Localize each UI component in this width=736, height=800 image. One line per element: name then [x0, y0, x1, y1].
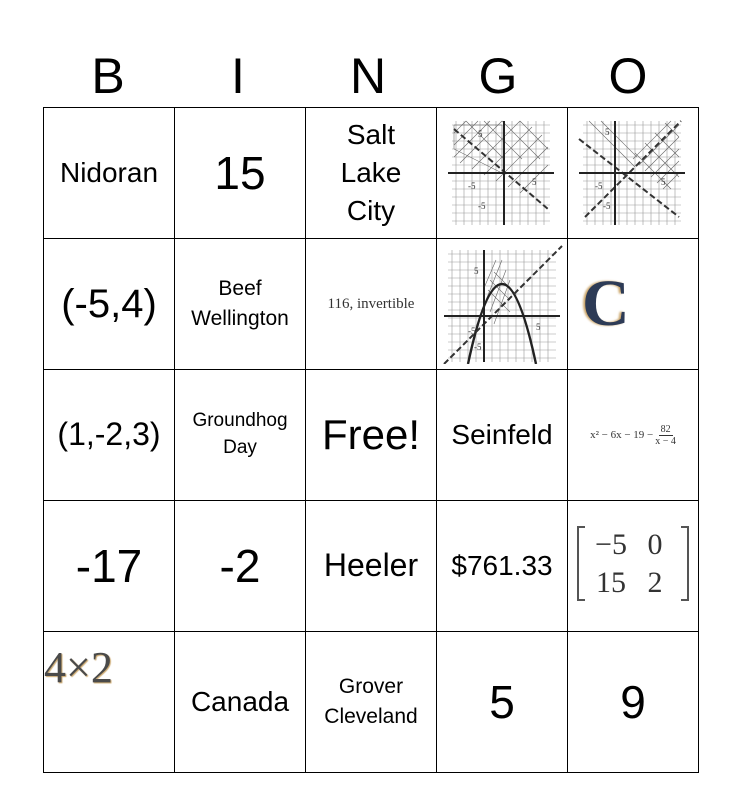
cell-text: 9: [620, 675, 646, 728]
bingo-cell[interactable]: [437, 108, 568, 239]
cell-text: [175, 274, 305, 335]
graph-label: -5: [603, 200, 611, 211]
graph-label: 5: [536, 321, 541, 332]
bingo-cell[interactable]: [175, 632, 306, 773]
header-letter-b: B: [91, 48, 125, 104]
bingo-cell[interactable]: [44, 632, 175, 773]
bingo-cell[interactable]: [175, 370, 306, 501]
bingo-cell[interactable]: [306, 632, 437, 773]
bingo-board: [43, 107, 699, 773]
cell-text: [175, 408, 305, 461]
free-space: Free!: [321, 410, 421, 458]
bingo-cell[interactable]: [437, 239, 568, 370]
bingo-cell[interactable]: [568, 632, 699, 773]
matrix-entries: [585, 526, 681, 601]
graph-label: -5: [595, 180, 603, 191]
graph-label: 5: [532, 176, 537, 187]
cell-text: [306, 116, 436, 229]
cell-text: C: [582, 267, 630, 340]
bingo-cell[interactable]: [175, 501, 306, 632]
bingo-cell[interactable]: [437, 501, 568, 632]
inequality-graph-image: [444, 113, 560, 229]
cell-line: Day: [223, 437, 257, 458]
graph-label: -5: [468, 180, 476, 191]
bingo-cell[interactable]: [437, 632, 568, 773]
header-letter-i: I: [231, 48, 245, 104]
cell-text: 5: [489, 675, 515, 728]
equation-image: [590, 424, 676, 447]
matrix-entry: 15: [596, 565, 626, 599]
graph-label: -5: [468, 325, 476, 336]
cell-line: Lake: [340, 157, 402, 189]
cell-text: (-5,4): [61, 282, 157, 326]
matrix-entry: 0: [647, 528, 663, 561]
cell-line: Grover: [338, 674, 404, 698]
bingo-cell[interactable]: [568, 108, 699, 239]
cell-text: Canada: [190, 686, 290, 718]
bingo-cell[interactable]: [44, 501, 175, 632]
bingo-cell[interactable]: [437, 370, 568, 501]
bingo-cell[interactable]: [44, 239, 175, 370]
bingo-cell[interactable]: [568, 370, 699, 501]
graph-label: 5: [661, 176, 666, 187]
cell-text: 116, invertible: [327, 296, 415, 312]
header-letter-n: N: [349, 48, 387, 104]
bingo-cell[interactable]: [175, 108, 306, 239]
cell-text: 15: [214, 146, 266, 199]
bingo-cell[interactable]: [568, 239, 699, 370]
bingo-cell[interactable]: [568, 501, 699, 632]
cell-line: Groundhog: [192, 410, 288, 432]
cell-text: (1,-2,3): [57, 416, 161, 453]
cell-text: -17: [75, 539, 143, 592]
cell-text: [306, 672, 436, 733]
right-bracket: [681, 526, 689, 601]
bingo-cell[interactable]: [306, 501, 437, 632]
graph-label: 5: [605, 126, 610, 137]
matrix-image: [577, 526, 689, 601]
cell-line: Cleveland: [324, 705, 418, 728]
cell-text: $761.33: [451, 550, 553, 582]
fraction-numerator: 82: [660, 423, 671, 435]
cell-line: Beef: [218, 276, 262, 300]
cell-text: Nidoran: [59, 157, 159, 189]
cell-text: -2: [219, 539, 261, 592]
cell-line: Wellington: [191, 307, 289, 330]
left-bracket: [577, 526, 585, 601]
equation-fraction: [655, 424, 676, 447]
bingo-cell[interactable]: [306, 108, 437, 239]
bingo-cell[interactable]: [306, 239, 437, 370]
bingo-cell[interactable]: [306, 370, 437, 501]
parabola-graph-image: [440, 240, 564, 364]
matrix-entry: 2: [647, 565, 663, 599]
matrix-entry: −5: [595, 528, 627, 561]
bingo-header: [43, 44, 693, 108]
cell-line: Salt: [346, 119, 396, 151]
equation-text: x² − 6x − 19 −: [590, 429, 654, 441]
cell-line: City: [346, 194, 396, 226]
header-letter-g: G: [478, 48, 518, 104]
graph-label: 5: [478, 128, 483, 139]
graph-label: -5: [474, 341, 482, 352]
inequality-graph-image: [575, 113, 691, 229]
bingo-cell[interactable]: [175, 239, 306, 370]
bingo-cell[interactable]: [44, 370, 175, 501]
bingo-cell[interactable]: [44, 108, 175, 239]
cell-text: 4×2: [44, 643, 113, 692]
graph-label: -5: [478, 200, 486, 211]
header-letter-o: O: [608, 48, 648, 104]
cell-text: Heeler: [323, 547, 419, 584]
graph-label: 5: [474, 265, 479, 276]
cell-text: Seinfeld: [451, 419, 553, 451]
fraction-denominator: x − 4: [655, 435, 676, 447]
